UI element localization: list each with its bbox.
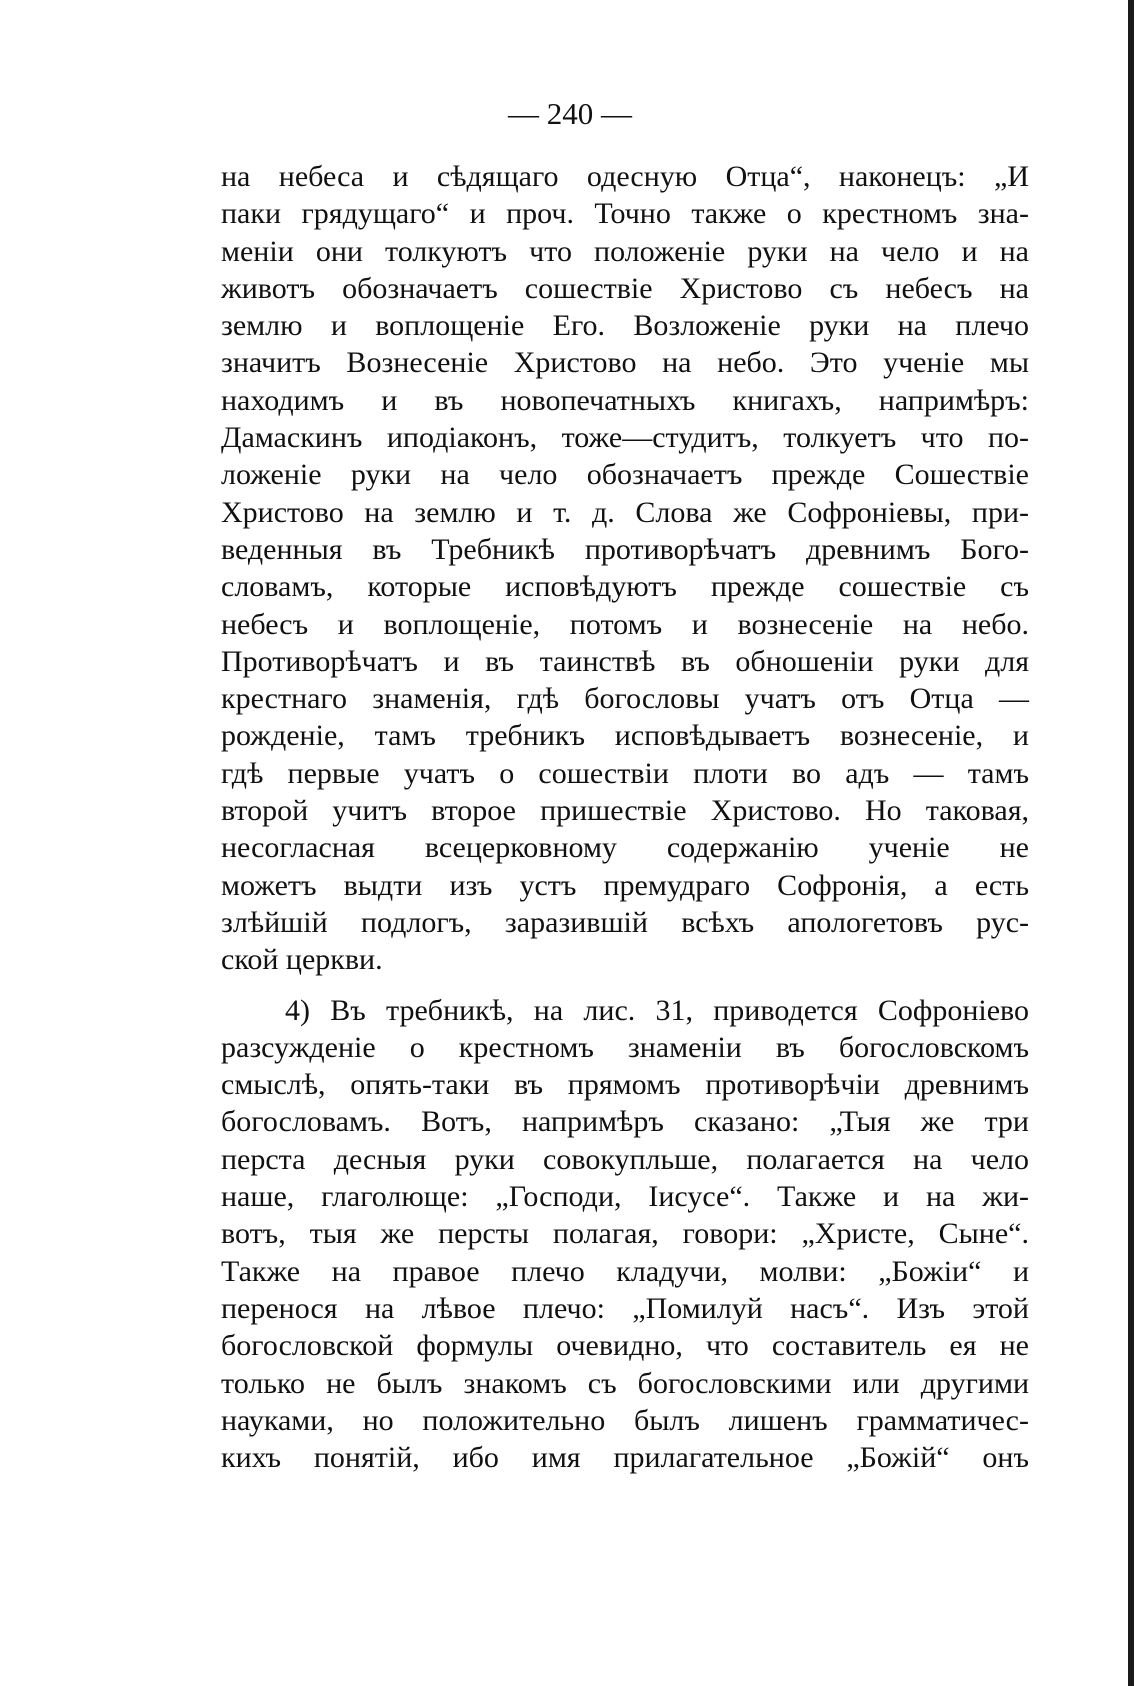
text-line: меніи они толкуютъ что положеніе руки на чело и на [221,234,1029,268]
text-line: паки грядущаго“ и проч. Точно также о крестномъ зна- [221,197,1029,231]
text-line: несогласная всецерковному содержанію ученіе не [221,831,1029,865]
text-line: второй учитъ второе пришествіе Христово. Но таковая, [221,794,1029,828]
text-line: разсужденіе о крестномъ знаменіи въ богословскомъ [221,1030,1029,1064]
text-line: на небеса и сѣдящаго одесную Отца“, наконецъ: „И [221,160,1029,193]
page-edge-shadow [1128,0,1134,1686]
text-line: крестнаго знаменія, гдѣ богословы учатъ отъ Отца — [221,682,1029,716]
text-line: рожденіе, тамъ требникъ исповѣдываетъ вознесеніе, и [221,719,1029,753]
text-line: гдѣ первые учатъ о сошествіи плоти во адъ — тамъ [221,756,1029,790]
paragraph-2 [221,992,1029,1477]
text-line: богословамъ. Вотъ, напримѣръ сказано: „Тыя же три [221,1105,1029,1139]
text-line: животъ обозначаетъ сошествіе Христово съ небесъ на [221,271,1029,305]
text-line: Христово на землю и т. д. Слова же Софроніевы, при- [221,495,1029,529]
text-line: только не былъ знакомъ съ богословскими или другими [221,1366,1029,1400]
text-line: ской церкви. [221,943,383,977]
page-number: — 240 — [508,96,632,131]
text-line: вотъ, тыя же персты полагая, говори: „Христе, Сыне“. [221,1217,1029,1251]
body-text [221,158,1029,1476]
text-line: 4) Въ требникѣ, на лис. 31, приводется Софроніево [285,993,1029,1027]
text-line: наше, глаголюще: „Господи, Іисусе“. Также и на жи- [221,1180,1029,1214]
text-line: словамъ, которые исповѣдуютъ прежде сошествіе съ [221,570,1029,604]
text-line: Также на правое плечо кладучи, молви: „Божіи“ и [221,1254,1029,1288]
text-line: кихъ понятій, ибо имя прилагательное „Божій“ онъ [221,1441,1029,1475]
text-line: богословской формулы очевидно, что составитель ея не [221,1329,1029,1363]
text-line: Противорѣчатъ и въ таинствѣ въ обношеніи руки для [221,644,1029,678]
text-line: можетъ выдти изъ устъ премудраго Софронія, а есть [221,868,1029,902]
text-line: смыслѣ, опять-таки въ прямомъ противорѣчіи древнимъ [221,1068,1029,1102]
text-line: перста десныя руки совокупльше, полагается на чело [221,1142,1029,1176]
text-line: перенося на лѣвое плечо: „Помилуй насъ“. Изъ этой [221,1291,1029,1325]
text-line: небесъ и воплощеніе, потомъ и вознесеніе на небо. [221,607,1029,641]
text-line: находимъ и въ новопечатныхъ книгахъ, напримѣръ: [221,383,1029,417]
text-line: злѣйшій подлогъ, заразившій всѣхъ апологетовъ рус- [221,905,1029,939]
paragraph-1 [221,158,1029,979]
text-line: землю и воплощеніе Его. Возложеніе руки на плечо [221,309,1029,343]
text-line: веденныя въ Требникѣ противорѣчатъ древнимъ Бого- [221,532,1029,566]
text-line: ложеніе руки на чело обозначаетъ прежде Сошествіе [221,458,1029,492]
text-line: Дамаскинъ иподіаконъ, тоже—студитъ, толкуетъ что по- [221,421,1029,455]
text-line: значитъ Вознесеніе Христово на небо. Это ученіе мы [221,346,1029,380]
text-line: науками, но положительно былъ лишенъ грамматичес- [221,1403,1029,1437]
